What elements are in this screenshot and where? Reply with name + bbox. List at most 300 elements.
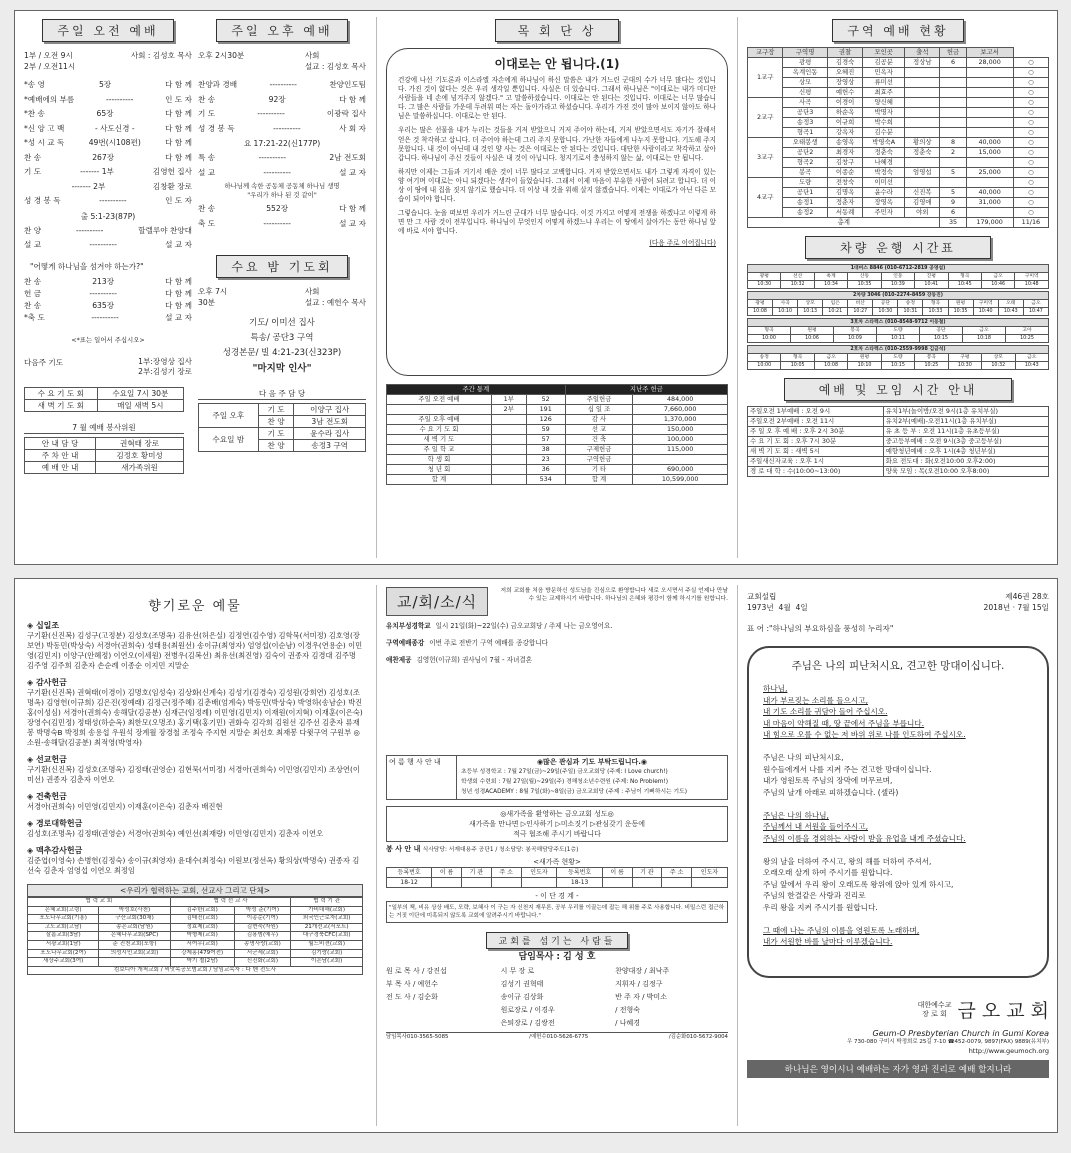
table-cell: ○ — [1013, 108, 1048, 118]
partners-title: <우리가 협력하는 교회, 선교사 그리고 단체> — [27, 884, 363, 897]
bus-title: 차량 운행 시간표 — [805, 236, 991, 259]
table-header-cell: 인도자 — [521, 868, 557, 878]
table-cell: 도량 — [783, 178, 828, 188]
staff-entry: 원로장로 / 이경우 — [500, 1006, 555, 1014]
table-row — [748, 88, 1049, 98]
table-cell — [966, 78, 1013, 88]
partners-table — [27, 897, 363, 975]
table-cell: 김용범(예우) — [234, 932, 291, 941]
offering-section-title: ◈ 감사헌금 — [27, 678, 67, 687]
morning-scripture: 출 5:1-23(87P) — [80, 211, 136, 221]
table-cell: 이경이 — [827, 98, 862, 108]
pastor-column-title: 목 회 단 상 — [495, 19, 620, 42]
afternoon-sermon-title: 하나님께 속한 공동체 공동체 하나님 생명 "우리가 하나 된 것 같이" — [224, 182, 340, 199]
table-row — [387, 878, 728, 888]
bus-time: 10:34 — [814, 281, 847, 289]
order-item: 축 도 — [198, 218, 216, 228]
pastor-essay-box — [386, 48, 728, 376]
offering-section-names: 구기환(신진복) 김성구(고정분) 김성호(조명옥) 김유선(허은실) 김정연(김수영) 김학묵(서미정) 김호영(장보연) 박동민(박상숙) 서경아(권희숙) 성태용(최원선) 송이규(최영자) 엄영섭(이순남) 이경우(연용순) 이민영(김민지) 이양구(안혜정) 이연오(이세원) 전병우(김복선) 최유선(최진영) 김숙이 권종자 김경대 김주명 김주영 김주희 김춘자 손순례 이종순 이지민 지말순 — [27, 631, 363, 670]
table-header-cell: 모인곳 — [863, 48, 905, 58]
bus-route-table — [747, 318, 1049, 343]
bus-stop: 산동 — [848, 273, 881, 281]
summer-event: 초등부 성경학교 : 7월 27일(금)~29일(주일) 금오교회당 (주제: I Love church!) — [461, 769, 668, 775]
offering-section-names: 김성호(조명옥) 김정태(권영순) 서경아(권희숙) 예인선(최재랑) 이민영(김민지) 김춘자 이연오 — [27, 829, 324, 838]
summer-events — [386, 755, 728, 800]
table-row: 찬 양 송정3 구역 — [199, 440, 366, 452]
table-row — [387, 445, 728, 455]
phone-2: /예헌수010-5626-6775 — [529, 1034, 589, 1040]
table-cell: 오혜진 — [827, 68, 862, 78]
table-cell: 화요 전도대 : 화(오전10:00 오후2:00) — [883, 457, 1048, 467]
table-cell — [905, 158, 940, 168]
essay-title: 이대로는 안 됩니다.(1) — [494, 57, 620, 71]
table-row — [387, 425, 728, 435]
church-address: 우 730-080 구미시 박정희로 25길 7-10 ☎452-0079, 9897(FAX) 9889(유치부) — [846, 1039, 1049, 1045]
table-cell — [940, 108, 966, 118]
table-cell — [491, 878, 521, 888]
table-cell: 김경숙 — [827, 58, 862, 68]
table-cell: 가비대해(교회) — [291, 906, 363, 915]
psalm-line: 주님 앞에서 우리 왕이 오래도록 왕위에 앉아 있게 하시고, — [763, 879, 954, 889]
heresy-warning: "일부의 책, 비유 상상 배도, 모략, 보혜사 이 구는 자 신천지 재무론, 공부 우리를 이끌는데 잡는 해 위를 주로 사용합니다. 비밀스런 접근하는 거짓 이단에 미혹되지 않도록 교회에 알려주시기 바랍니다." — [386, 901, 728, 923]
table-cell: 사곡 — [783, 98, 828, 108]
bus-time: 10:47 — [1023, 308, 1048, 316]
bus-schedule — [747, 264, 1049, 370]
table-row — [748, 218, 1049, 228]
table-cell — [966, 88, 1013, 98]
bus-stop: 금오 — [963, 327, 1006, 335]
church-news-column — [377, 579, 737, 1132]
news-item — [386, 656, 728, 665]
order-row — [24, 224, 192, 239]
prayer-schedule-table — [24, 387, 184, 412]
welcome-box: ◎새가족을 환영하는 금오교회 성도◎ 새가족을 만나면 ▷인사하기 ▷미소짓기 ▷관심갖기 운동에 적극 협조해 주시기 바랍니다 — [386, 806, 728, 842]
table-cell: 9 — [940, 198, 966, 208]
news-item-text: 김영헌(이규희) 권사님이 7월 - 자녀결혼 — [416, 656, 533, 664]
table-cell — [632, 878, 662, 888]
summer-event-list — [461, 767, 723, 797]
table-cell: 김수분 — [863, 128, 905, 138]
table-header-cell: 기 관 — [632, 868, 662, 878]
worship-order-column — [15, 11, 375, 564]
table-header-row: 협 력 교 회 협 력 선 교 사 협 력 기 관 — [28, 898, 363, 907]
bus-time: 10:09 — [834, 335, 877, 343]
table-cell: 구제헌금 — [565, 445, 633, 455]
table-row — [387, 415, 728, 425]
offering-section-title: ◈ 맥추감사헌금 — [27, 846, 83, 855]
order-leader: 김영헌 집사 — [152, 167, 192, 176]
table-cell: 양육 모임 : 목(오전10:00 오후8:00) — [883, 467, 1048, 477]
table-cell — [662, 878, 692, 888]
table-cell: 장영상 — [827, 78, 862, 88]
wednesday-service-title: 수요 밤 기도회 — [216, 255, 347, 278]
news-item-text: 일시 21일(화)~22일(수) 금오교회당 / 주제 나는 금오영어요. — [435, 622, 613, 630]
table-header-row — [748, 346, 1049, 354]
table-header-cell: 기 관 — [462, 868, 492, 878]
table-cell — [491, 415, 526, 425]
church-name: 금 오 교 회 — [957, 1000, 1049, 1022]
order-detail: ---------- — [269, 80, 297, 89]
table-cell: 박수희 — [863, 118, 905, 128]
service-volunteer-table — [24, 437, 184, 474]
bulletin-inner-sheet — [14, 10, 1058, 565]
table-row — [748, 128, 1049, 138]
bulletin-outer-sheet — [14, 578, 1058, 1133]
senior-pastor: 담임목사 : 김 성 호 — [518, 952, 596, 962]
region-table — [747, 47, 1049, 228]
bus-stop: 원평 — [948, 300, 973, 308]
psalm-line: 주님의 이름을 경외하는 사람이 받을 유업을 내게 주셨습니다. — [763, 833, 966, 843]
table-header-row — [748, 292, 1049, 300]
bus-stop: 형곡 — [923, 300, 948, 308]
table-cell — [905, 78, 940, 88]
table-cell: 10,599,000 — [633, 475, 728, 485]
psalm-line: 내가 서원한 바를 날마다 이루겠습니다. — [763, 937, 893, 946]
table-cell: 주일 오전 예배 — [387, 395, 492, 405]
order-leader: 인 도 자 — [165, 196, 192, 205]
table-header-cell: 이 름 — [432, 868, 462, 878]
table-cell: 주일 오후 예배 — [387, 415, 492, 425]
bus-time: 10:00 — [748, 335, 791, 343]
next-prayer — [24, 357, 192, 377]
offering-section-names: 김준엽(이영숙) 손병헌(김정숙) 송이규(최영자) 윤대수(최정숙) 이원보(정선옥) 황의상(박명숙) 권종자 김선숙 김춘자 엄영섭 이연오 최정임 — [27, 856, 360, 875]
service-text: 식사담당: 서재대용주 공단1 / 청소담당: 봉곡해담당주도(1층) — [422, 847, 579, 853]
table-cell: 서여우(교회) — [170, 940, 234, 949]
order-item: *축 도 — [24, 312, 45, 322]
table-row — [748, 78, 1049, 88]
table-cell: 십 일 조 — [565, 405, 633, 415]
table-cell: 건 축 — [565, 435, 633, 445]
table-cell: 상모 — [783, 78, 828, 88]
bus-stop: 형곡 — [781, 354, 814, 362]
table-cell: 류미선 — [863, 78, 905, 88]
order-item: *예배에의 부름 — [24, 94, 75, 104]
table-row — [387, 475, 728, 485]
table-cell: ○ — [1013, 168, 1048, 178]
table-row: 찬 양 3남 전도회 — [199, 416, 366, 428]
news-item-label: 구역예배종강 — [386, 639, 425, 647]
news-item-label: 유치부성경학교 — [386, 622, 431, 630]
table-cell: 박명자 — [863, 108, 905, 118]
table-cell: 엄영섭 — [905, 168, 940, 178]
table-cell — [966, 68, 1013, 78]
table-row — [748, 108, 1049, 118]
news-items — [386, 622, 728, 665]
offering-section-names: 서경아(권희숙) 이민영(김민지) 이재훈(이은숙) 김춘자 배진현 — [27, 802, 223, 811]
table-cell: 형곡1 — [783, 128, 828, 138]
psalm-line: 내가 부르짖는 소리를 들으시고, — [763, 695, 869, 705]
table-cell: 6 — [940, 58, 966, 68]
table-row — [748, 335, 1049, 343]
table-row — [387, 395, 728, 405]
table-header-cell: 헌금 — [940, 48, 966, 58]
weekly-stats-table — [386, 384, 728, 485]
table-cell — [940, 98, 966, 108]
table-header-cell: 주 소 — [662, 868, 692, 878]
table-row — [387, 465, 728, 475]
table-cell: 150,000 — [633, 425, 728, 435]
order-leader: 설 교 자 — [339, 167, 366, 177]
order-detail: ---------- — [99, 196, 127, 205]
table-cell: 기 타 — [565, 465, 633, 475]
summer-event: 학생회 수련회 : 7월 27일(월)~29일(주) 경해청소년수련원 (주제: No Problem!) — [461, 779, 669, 785]
psalm-text — [763, 683, 1033, 948]
next-prayer-1: 1부:장영상 집사 — [138, 356, 192, 366]
offering-section-names: 구기환(신진복) 권혁태(이경이) 김명호(임성숙) 김상화(신계숙) 김성기(김경숙) 김성원(강희연) 김성호(조명옥) 김영헌(이규희) 김은진(정예래) 김정근(정주혜) 김춘배(엄계숙) 박동민(박상숙) 박영하(송남순) 박진홍(이성심) 서경아(권희숙) 송해달(김공분) 심재근(임정례) 이민영(김민지) 이재원(이지혁) 이재훈(이은숙) 장영수(김민정) 정태성(하순옥) 최한모(오명조) 홍기택(홍기민) 권화숙 김각희 김원선 김주선 김춘자 류재봉 박명숙B 박정희 송용섭 우원석 장계월 장경철 조정숙 주지현 지말순 최선호 최재봉 다윗구역 구원부 ◎소원-송해달(김공분) 최적영(박영자) — [27, 688, 363, 747]
staff-entry: 전 도 사 / 김순화 — [386, 993, 438, 1001]
table-cell: 광평 — [783, 58, 828, 68]
table-cell: 최경자 — [827, 148, 862, 158]
table-row — [748, 354, 1049, 362]
table-row: 주 차 안 내 김정호 황미성 — [25, 449, 184, 461]
table-cell: 5 — [940, 168, 966, 178]
table-cell: 새상주교회(3여) — [28, 958, 99, 967]
bus-stop: 금오 — [981, 273, 1014, 281]
table-cell: 오태봉생 — [783, 138, 828, 148]
order-item: 찬 양 — [24, 225, 42, 235]
table-cell: 은혜교회(고령) — [28, 906, 99, 915]
table-cell: ○ — [1013, 148, 1048, 158]
table-header-cell: 구역명 — [783, 48, 828, 58]
order-detail: 552장 — [266, 204, 289, 213]
order-leader: 다 함 께 — [165, 152, 192, 162]
afternoon-service-title: 주일 오후 예배 — [216, 19, 347, 42]
table-cell: 예헌수 — [827, 88, 862, 98]
bus-time: 10:33 — [923, 308, 948, 316]
table-cell — [491, 425, 526, 435]
afternoon-order-list — [198, 78, 366, 136]
order-item: 찬 송 — [198, 94, 216, 104]
table-cell: 형곡2 — [783, 158, 828, 168]
heresy-warning-title: - 이 단 경 계 - — [535, 892, 579, 900]
table-cell: 양신혜 — [863, 98, 905, 108]
table-cell: 송명사랑(교회) — [234, 940, 291, 949]
table-cell: 합 계 — [565, 475, 633, 485]
table-cell: 새 벽 기 도 — [387, 435, 492, 445]
weekly-stats-body — [387, 395, 728, 485]
table-cell: 하순옥 — [827, 108, 862, 118]
motto: 표 어 :"하나님의 부요하심을 풍성히 누리자" — [747, 624, 894, 633]
bus-stop: 송정 — [748, 354, 781, 362]
bus-stop: 광평 — [748, 300, 773, 308]
table-cell — [905, 68, 940, 78]
table-cell: 수 요 기 도 회 : 오후 7시 30분 — [748, 437, 884, 447]
table-cell: 강제홍(479여전) — [170, 949, 234, 958]
table-cell: 유치1부(놀이방/오전 9시(1층 유치부실) — [883, 407, 1048, 417]
bus-time: 10:45 — [948, 281, 981, 289]
table-cell: 윤수라 — [863, 188, 905, 198]
table-cell: 신진화(교회) — [234, 958, 291, 967]
table-cell: 31,000 — [966, 198, 1013, 208]
table-cell: 25,000 — [966, 168, 1013, 178]
table-cell: 100,000 — [633, 435, 728, 445]
staff-entry: 반 주 자 / 박미소 — [615, 993, 667, 1001]
order-item: *신 앙 고 백 — [24, 123, 65, 133]
summer-event: 청년 성경ACADEMY : 8월 7일(화)~8일(금) 금오교회당 (주제 : 주님이 기뻐하시는 기도) — [461, 789, 687, 795]
table-cell — [633, 455, 728, 465]
table-row — [748, 281, 1049, 289]
bus-stop: 원평 — [848, 354, 881, 362]
phone-3: /김순화010-5672-9004 — [668, 1034, 728, 1040]
order-item: 특 송 — [198, 153, 216, 162]
table-cell: 3교구 — [748, 138, 783, 178]
order-leader: 다 함 께 — [165, 123, 192, 133]
bus-stop: 구평 — [948, 354, 981, 362]
order-item: 설 교 — [24, 240, 42, 249]
issue-number: 제46권 28호 2018년 · 7월 15일 — [983, 592, 1049, 612]
bus-time: 10:27 — [848, 308, 873, 316]
table-cell — [966, 128, 1013, 138]
church-url[interactable]: http://www.geumoch.org — [968, 1047, 1049, 1055]
summer-events-label: 여 름 행 사 안 내 — [387, 756, 457, 799]
table-cell: 40,000 — [966, 188, 1013, 198]
bus-stop: 원평 — [791, 327, 834, 335]
order-leader: 다 함 께 — [165, 276, 192, 286]
service-label: 봉 사 안 내 — [386, 845, 421, 853]
order-item: 찬 송 — [24, 276, 42, 286]
table-cell — [905, 98, 940, 108]
psalm-line — [763, 913, 1033, 925]
table-cell: 36 — [526, 465, 565, 475]
bus-time: 10:31 — [898, 308, 923, 316]
staff-entry — [386, 1004, 499, 1017]
table-cell: 2 — [940, 148, 966, 158]
bus-route-table — [747, 291, 1049, 316]
offering-section-names: 구기환(신진복) 김성호(조명옥) 김정태(권영순) 김현묵(서미정) 서경아(권희숙) 이민영(김민지) 조상연(이미선) 권종자 김춘자 이연오 — [27, 765, 360, 784]
offering-section-title: ◈ 선교헌금 — [27, 755, 67, 764]
table-cell: 감 사 — [565, 415, 633, 425]
table-cell: 6 — [940, 208, 966, 218]
bus-stop: 도량 — [881, 354, 914, 362]
table-cell: 신평 — [783, 88, 828, 98]
table-cell: 박정숙 — [863, 168, 905, 178]
order-leader: 다 함 께 — [165, 288, 192, 298]
morning-order-list — [24, 78, 192, 209]
table-cell: 공단3 — [783, 108, 828, 118]
table-cell — [432, 878, 462, 888]
bus-time: 10:30 — [873, 308, 898, 316]
table-cell: 주일헌금 — [565, 395, 633, 405]
table-cell: 신진복 — [905, 188, 940, 198]
table-row — [748, 168, 1049, 178]
offering-section-title: ◈ 경로대학헌금 — [27, 819, 83, 828]
table-cell: 경 로 대 학 : 수(10:00~13:00) — [748, 467, 884, 477]
table-cell: 김영애 — [905, 198, 940, 208]
psalm-line: 우리 왕을 지켜 주시기를 원합니다. — [763, 902, 878, 912]
table-cell: 59 — [526, 425, 565, 435]
psalm-line: 내 기도 소리를 귀담아 들어 주십시오. — [763, 707, 888, 716]
table-cell: 민옥자 — [863, 68, 905, 78]
table-cell: 주일오전 1부예배 : 오전 9시 — [748, 407, 884, 417]
afternoon-scripture: 요 17:21-22(신177P) — [243, 139, 321, 148]
table-row — [748, 148, 1049, 158]
table-cell: 옥계인동 — [783, 68, 828, 78]
table-header-cell: 주 소 — [491, 868, 521, 878]
table-header-cell: 보고서 — [966, 48, 1013, 58]
schedule-column — [738, 11, 1058, 564]
table-cell: 1,370,000 — [633, 415, 728, 425]
bus-time: 10:32 — [781, 281, 814, 289]
order-row — [24, 180, 192, 195]
next-week-duty-table — [198, 403, 366, 452]
bus-stop: 비산 — [848, 300, 873, 308]
table-row — [748, 467, 1049, 477]
table-row — [748, 362, 1049, 370]
order-leader: 설 교 자 — [339, 218, 366, 228]
table-header-row — [748, 319, 1049, 327]
table-cell: 주 일 오 후 예 배 : 오후 2시 30분 — [748, 427, 884, 437]
table-cell — [491, 455, 526, 465]
table-cell: 준 진천교회(포항) — [99, 940, 170, 949]
morning-service — [24, 19, 192, 474]
order-detail: ---------- — [258, 153, 286, 162]
bus-stop: 금오 — [814, 354, 847, 362]
table-cell: 이규희 — [827, 118, 862, 128]
psalm-line: 내 마음이 약해질 때, 땅 끝에서 주님을 부릅니다. — [763, 718, 925, 728]
table-cell: ○ — [1013, 208, 1048, 218]
staff-row — [386, 991, 728, 1004]
bus-route-table — [747, 345, 1049, 370]
table-row — [748, 327, 1049, 335]
order-leader: 인 도 자 — [165, 94, 192, 104]
table-cell: 공단1 — [783, 188, 828, 198]
table-row — [748, 308, 1049, 316]
bus-route-name: 3호차 스타렉스 (010-8548-9712 이동철) — [748, 319, 1049, 327]
table-cell: ○ — [1013, 188, 1048, 198]
order-detail: 213장 — [92, 276, 115, 286]
order-row — [198, 217, 366, 232]
order-item: *송 영 — [24, 80, 45, 89]
news-item — [386, 622, 728, 631]
order-row — [24, 151, 192, 166]
table-cell: 김공분 — [863, 58, 905, 68]
table-cell: 18-13 — [557, 878, 602, 888]
news-item — [386, 639, 728, 648]
table-cell: 중고등부예배 : 오전 9시(3층 중고등부실) — [883, 437, 1048, 447]
table-row: 수요일 밤 기 도 윤수라 집사 — [199, 428, 366, 440]
table-cell — [491, 435, 526, 445]
wednesday-prayer: 기도/ 이미선 집사 — [249, 318, 315, 328]
table-cell: 구역헌금 — [565, 455, 633, 465]
table-cell: 115,000 — [633, 445, 728, 455]
bus-time: 10:10 — [773, 308, 798, 316]
table-cell: ○ — [1013, 78, 1048, 88]
staff-entry: 은퇴장로 / 김쌍전 — [500, 1019, 555, 1027]
order-detail: 267장 — [92, 152, 115, 162]
table-row — [748, 198, 1049, 208]
table-cell — [966, 108, 1013, 118]
region-title: 구역 예배 현황 — [832, 19, 963, 42]
bus-stop: 금오 — [1015, 354, 1049, 362]
table-cell: 봉곡 — [783, 168, 828, 178]
table-cell: 황의상 — [905, 138, 940, 148]
psalm-line — [763, 741, 1033, 753]
meeting-table — [747, 406, 1049, 477]
table-cell: 주 일 학 교 — [387, 445, 492, 455]
order-detail: ---------- — [75, 225, 104, 235]
order-detail: ---------- — [273, 123, 301, 133]
table-cell: 살롬교회(3남) — [28, 932, 99, 941]
table-cell: 서동례 — [827, 208, 862, 218]
table-cell: 합 계 — [387, 475, 492, 485]
table-row — [748, 417, 1049, 427]
bus-time: 10:08 — [814, 362, 847, 370]
table-cell — [491, 445, 526, 455]
table-row — [28, 923, 363, 932]
bus-time: 10:43 — [998, 308, 1023, 316]
order-detail: 5장 — [98, 80, 112, 89]
table-cell: 포도나무교회(기흥) — [28, 915, 99, 924]
